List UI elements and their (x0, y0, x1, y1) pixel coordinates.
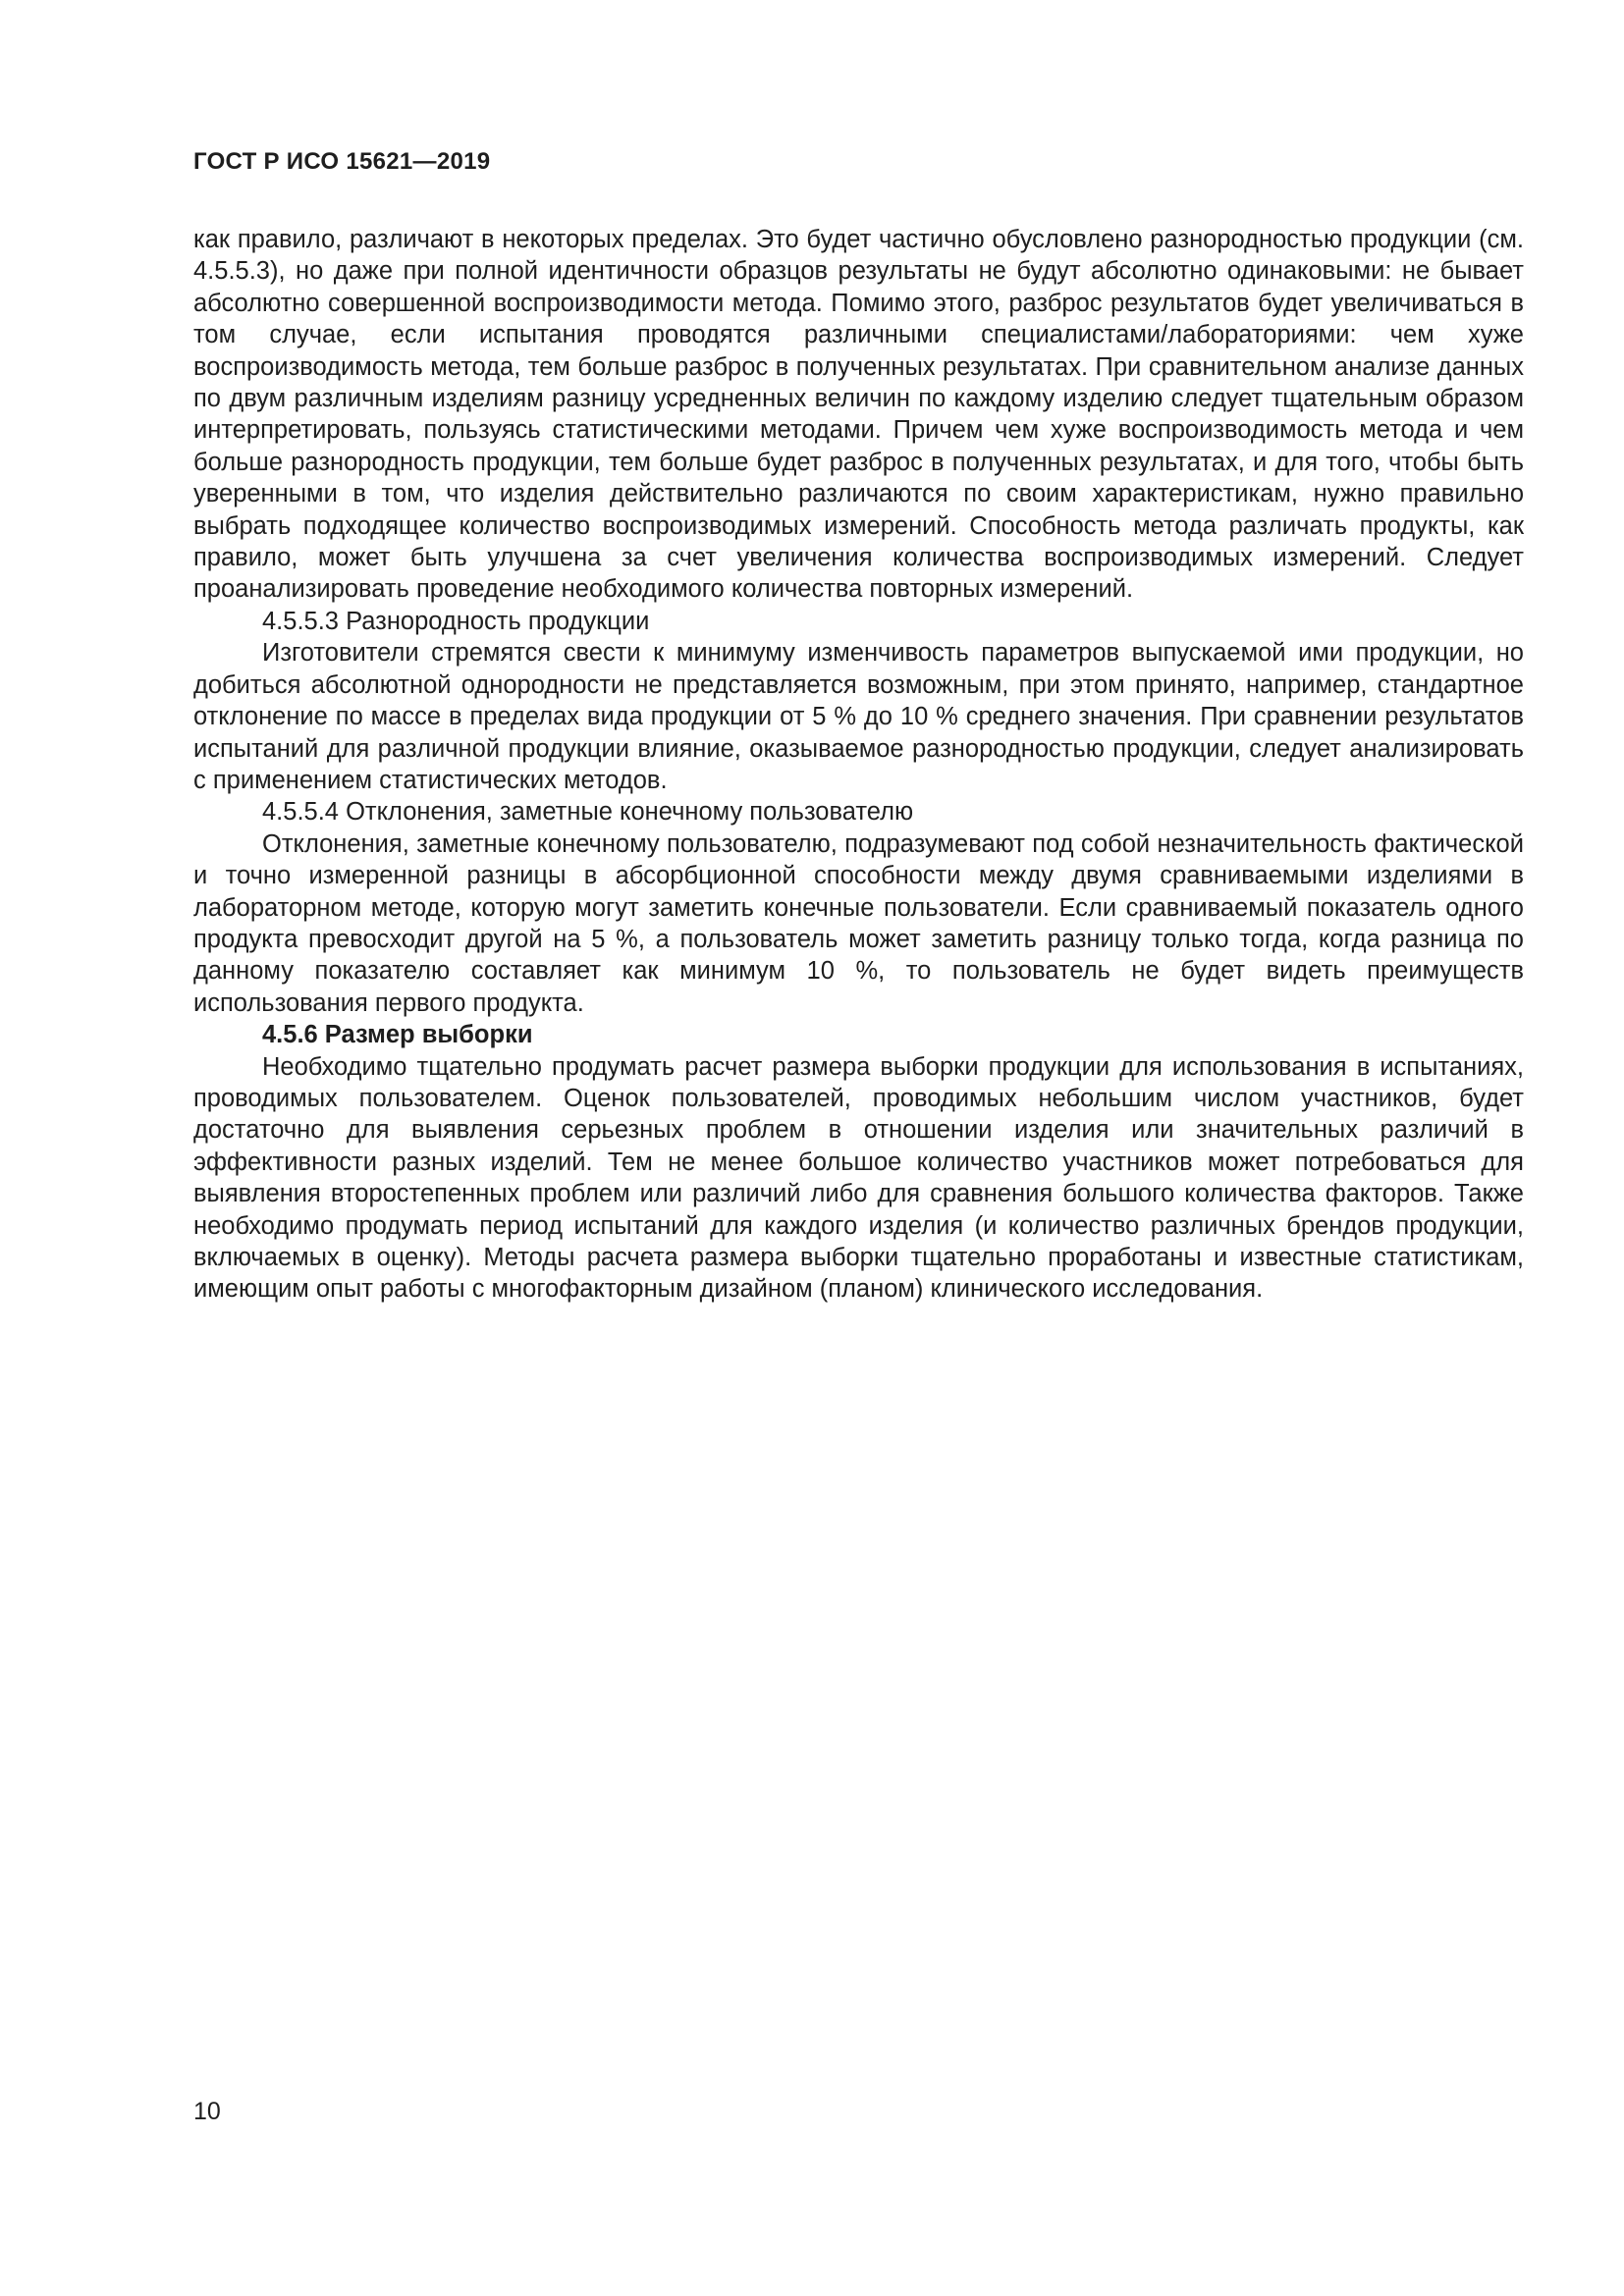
section-heading-4-5-5-4: 4.5.5.4 Отклонения, заметные конечному пользователю (262, 798, 914, 827)
document-code-header: ГОСТ Р ИСО 15621—2019 (193, 148, 491, 175)
document-body (193, 224, 1524, 1306)
paragraph-continuation: как правило, различают в некоторых пределах. Это будет частично обусловлено разнородностью продукции (см. 4.5.5.3), но даже при полной идентичности образцов результаты не будут абсолютно одинаковыми: не бывает абсолютно совершенной воспроизводимости метода. Помимо этого, разброс результатов будет увеличиваться в том случае, если испытания проводятся различными специалистами/лабораториями: чем хуже воспроизводимость метода, тем больше разброс в полученных результатах. При сравнительном анализе данных по двум различным изделиям разницу усредненных величин по каждому изделию следует тщательным образом интерпретировать, пользуясь статистическими методами. Причем чем хуже воспроизводимость метода и чем больше разнородность продукции, тем больше будет разброс в полученных результатах, и для того, чтобы быть уверенными в том, что изделия действительно различаются по своим характеристикам, нужно правильно выбрать подходящее количество воспроизводимых измерений. Способность метода различать продукты, как правило, может быть улучшена за счет увеличения количества воспроизводимых измерений. Следует проанализировать проведение необходимого количества повторных измерений. (193, 226, 1524, 604)
paragraph-sample-size: Необходимо тщательно продумать расчет размера выборки продукции для использования в испытаниях, проводимых пользователем. Оценок пользователей, проводимых небольшим числом участников, будет достаточно для выявления серьезных проблем в отношении изделия или значительных различий в эффективности разных изделий. Тем не менее большое количество участников может потребоваться для выявления второстепенных проблем или различий либо для сравнения большого количества факторов. Также необходимо продумать период испытаний для каждого изделия (и количество различных брендов продукции, включаемых в оценку). Методы расчета размера выборки тщательно проработаны и известные статистикам, имеющим опыт работы с многофакторным дизайном (планом) клинического исследования. (193, 1052, 1524, 1304)
section-heading-4-5-6: 4.5.6 Размер выборки (262, 1021, 533, 1049)
paragraph-user-deviations: Отклонения, заметные конечному пользователю, подразумевают под собой незначительность фактической и точно измеренной разницы в абсорбционной способности между двумя сравниваемыми изделиями в лабораторном методе, которую могут заметить конечные пользователи. Если сравниваемый показатель одного продукта превосходит другой на 5 %, а пользователь может заметить разницу только тогда, когда разница по данному показателю составляет как минимум 10 %, то пользователь не будет видеть преимуществ использования первого продукта. (193, 829, 1524, 1017)
paragraph-heterogeneity: Изготовители стремятся свести к минимуму изменчивость параметров выпускаемой ими продукции, но добиться абсолютной однородности не представляется возможным, при этом принято, например, стандартное отклонение по массе в пределах вида продукции от 5 % до 10 % среднего значения. При сравнении результатов испытаний для различной продукции влияние, оказываемое разнородностью продукции, следует анализировать с применением статистических методов. (193, 639, 1524, 794)
page-number: 10 (193, 2098, 221, 2125)
section-heading-4-5-5-3: 4.5.5.3 Разнородность продукции (262, 607, 650, 635)
